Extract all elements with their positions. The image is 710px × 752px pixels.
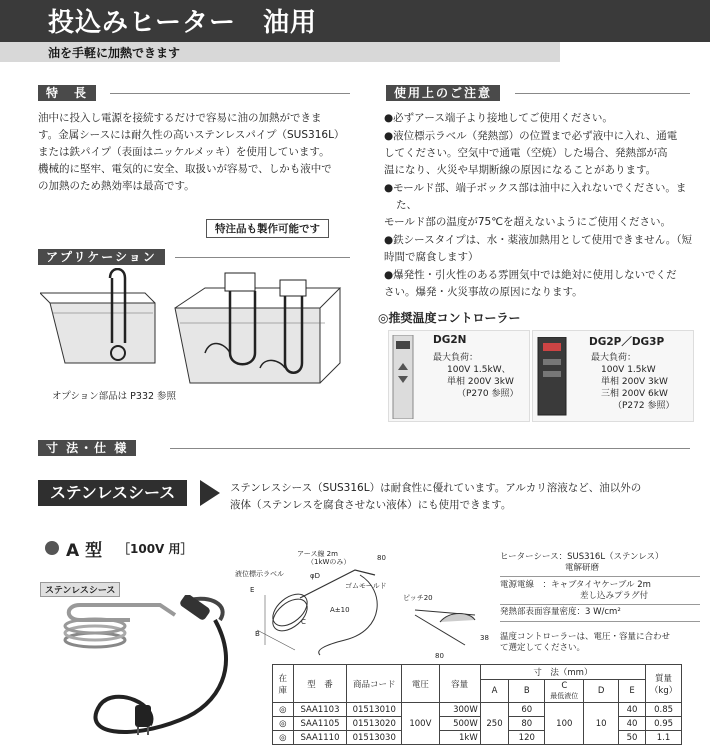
features-line: の加熱のため熱効率は最高です。 [38, 180, 195, 192]
spec-divider [500, 576, 700, 577]
application-illustration [40, 268, 360, 398]
features-line: す。金属シースには耐久性の高いステンレスパイプ（SUS316L） [38, 129, 345, 141]
spec-note: 温度コントローラーは、電圧・容量に合わせ て選定してください。 [500, 632, 671, 653]
controller-dg2p-dg3p [532, 330, 694, 422]
svg-text:38: 38 [480, 634, 489, 642]
application-label: アプリケーション [38, 249, 165, 265]
controller-specs: 最大負荷： 100V 1.5kW、 単相 200V 3kW （P270 参照） [433, 353, 519, 399]
spec-sheath: ヒーターシース：SUS316L（ステンレス） 電解研磨 [500, 552, 664, 573]
controller-name: DG2P／DG3P [589, 336, 665, 348]
spec-divider [500, 604, 700, 605]
features-body [38, 110, 368, 195]
controller-specs: 最大負荷： 100V 1.5kW 単相 200V 3kW 三相 200V 6kW （P272 参照） [591, 353, 675, 411]
col-voltage: 電圧 [402, 665, 439, 703]
svg-text:ピッチ20: ピッチ20 [403, 594, 433, 602]
col-dims: 寸 法（mm） [480, 665, 645, 680]
svg-text:80: 80 [435, 652, 444, 660]
table-row: ◎ SAA1110 01513030 1kW 120 50 1.1 [273, 731, 682, 745]
col-stock: 在庫 [273, 665, 294, 703]
dimensions-rule [170, 448, 690, 449]
col-b: B [509, 680, 545, 703]
stainless-description: ステンレスシース（SUS316L）は耐食性に優れています。アルカリ溶液など、油以外の 液体（ステンレスを腐食させない液体）にも使用できます。 [230, 482, 642, 511]
svg-text:80: 80 [377, 554, 386, 562]
col-e: E [618, 680, 645, 703]
caution-item: ●必ずアース端子より接地してご使用ください。 [384, 112, 613, 124]
cautions-label: 使用上のご注意 [386, 85, 500, 101]
controllers-heading: ◎推奨温度コントローラー [378, 311, 521, 325]
svg-text:ゴムモールド: ゴムモールド [345, 582, 387, 590]
col-code: 商品コード [347, 665, 402, 703]
svg-text:A±10: A±10 [330, 606, 350, 614]
caution-item: ●鉄シースタイプは、水・薬液加熱用として使用できません。（短 時間で腐食します） [384, 234, 692, 263]
features-rule [110, 93, 350, 94]
svg-text:B: B [255, 630, 260, 638]
custom-order-note: 特注品も製作可能です [206, 219, 329, 238]
svg-text:液位標示ラベル: 液位標示ラベル [235, 570, 284, 578]
application-note: オプション部品は P332 参照 [52, 391, 177, 402]
type-a-title: A 型 [66, 541, 103, 561]
table-row: ◎ SAA1103 01513010 100V 300W 250 60 100 10 40 0.85 [273, 703, 682, 717]
col-d: D [584, 680, 619, 703]
stainless-band-arrow [200, 480, 220, 506]
subtitle-bar-wedge [520, 42, 560, 62]
page-title: 投込みヒーター 油用 [48, 8, 317, 38]
dimension-drawing [235, 550, 500, 660]
photo-label: ステンレスシース [40, 582, 120, 597]
caution-item: ●液位標示ラベル（発熱部）の位置まで必ず液中に入れ、通電 してください。空気中で通電（空焼）した場合、発熱部が高 温になり、火災や早期断線の原因になることがあります。 [384, 130, 678, 176]
caution-item: ●爆発性・引火性のある雰囲気中では絶対に使用しないでくだ さい。爆発・火災事故の原因になります。 [384, 269, 677, 298]
spec-density: 発熱部表面容量密度：3 W/cm² [500, 607, 621, 617]
controller-dg2n [388, 330, 530, 422]
caution-item: ●モールド部、端子ボックス部は油中に入れないでください。また、 モールド部の温度が75℃を超えないようにご使用ください。 [384, 182, 687, 228]
col-mass: 質量 （kg） [646, 665, 682, 703]
features-label: 特 長 [38, 85, 96, 101]
features-line: 機械的に堅牢、電気的に安全、取扱いが容易で、しかも液中で [38, 163, 332, 175]
svg-text:φD: φD [310, 572, 321, 580]
col-a: A [480, 680, 509, 703]
svg-text:E: E [250, 586, 255, 594]
svg-text:C: C [301, 618, 306, 626]
col-model: 型 番 [293, 665, 347, 703]
controller-name: DG2N [433, 334, 467, 346]
dimensions-label: 寸 法・仕 様 [38, 440, 136, 456]
col-capacity: 容量 [439, 665, 480, 703]
cautions-list [384, 110, 694, 302]
svg-text:（1kWのみ）: （1kWのみ） [307, 558, 351, 566]
stainless-sheath-band: ステンレスシース [38, 480, 187, 506]
controller-dg2p-image [536, 337, 570, 417]
spec-cord: 電源電線 ：キャブタイヤケーブル 2m 差し込みプラグ付 [500, 580, 651, 601]
spec-table [272, 664, 682, 745]
application-rule [175, 257, 350, 258]
cautions-rule [515, 93, 690, 94]
col-c: C 最低液位 [545, 680, 584, 703]
type-a-bullet-icon [45, 541, 59, 555]
svg-text:アース線 2m: アース線 2m [297, 550, 338, 558]
spec-divider [500, 621, 700, 622]
controller-dg2n-image [391, 335, 417, 419]
features-line: または鉄パイプ（表面はニッケルメッキ）を使用しています。 [38, 146, 330, 158]
heater-photo [40, 595, 240, 745]
page-subtitle: 油を手軽に加熱できます [48, 46, 181, 60]
type-a-voltage: ［100V 用］ [118, 542, 193, 556]
table-row: ◎ SAA1105 01513020 500W 80 40 0.95 [273, 717, 682, 731]
features-line: 油中に投入し電源を接続するだけで容易に油の加熱ができま [38, 112, 322, 124]
